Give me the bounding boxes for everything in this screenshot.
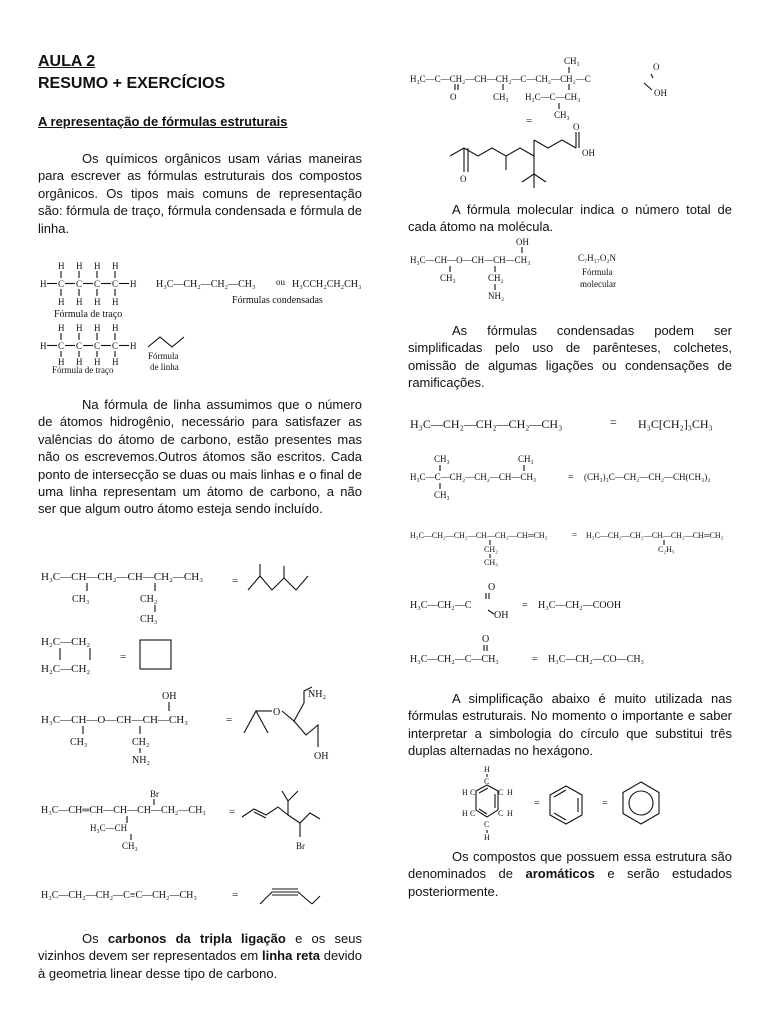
paragraph-line-formula xyxy=(38,396,362,518)
condensed-5-right: H₃C—CH₂—CO—CH₃ xyxy=(548,654,645,665)
svg-text:OH: OH xyxy=(654,88,667,98)
label-formula-traco-2: Fórmula de traço xyxy=(52,365,114,375)
svg-text:H: H xyxy=(130,341,137,351)
molecular-formula: C₇H₁₇O₂N xyxy=(578,253,617,263)
svg-text:H: H xyxy=(40,279,47,289)
svg-text:CH₃: CH₃ xyxy=(70,737,88,748)
svg-text:C: C xyxy=(94,341,101,351)
svg-text:C: C xyxy=(58,279,65,289)
svg-text:H: H xyxy=(507,788,513,797)
svg-text:H₃C—CH: H₃C—CH xyxy=(90,823,128,833)
condensed-example-4 xyxy=(408,580,738,624)
svg-text:O: O xyxy=(573,122,580,132)
svg-text:=: = xyxy=(232,889,239,901)
svg-text:=: = xyxy=(120,651,127,663)
svg-text:C: C xyxy=(76,279,83,289)
label-ou: ou xyxy=(276,277,285,287)
svg-text:=: = xyxy=(610,415,617,429)
condensed-formula-b: H₃CCH₂CH₂CH₃ xyxy=(292,279,362,290)
cyclobutane-square xyxy=(140,640,171,669)
svg-text:CH₃: CH₃ xyxy=(440,273,456,283)
svg-text:C: C xyxy=(498,809,504,818)
svg-text:H: H xyxy=(112,323,119,333)
svg-text:H: H xyxy=(94,323,101,333)
condensed-4-right: H₃C—CH₂—COOH xyxy=(538,600,622,611)
condensed-1-right: H₃C[CH₂]₃CH₃ xyxy=(638,417,713,431)
svg-text:O: O xyxy=(482,634,490,645)
page-subtitle: RESUMO + EXERCÍCIOS xyxy=(38,75,226,92)
svg-text:H₃C—CH₂—C—CH₃: H₃C—CH₂—C—CH₃ xyxy=(410,654,499,665)
svg-text:NH₂: NH₂ xyxy=(488,291,505,301)
svg-text:C: C xyxy=(498,788,504,797)
example-3-formula: H₃C—CH—O—CH—CH—CH₃ xyxy=(41,714,189,726)
svg-text:C: C xyxy=(112,341,119,351)
svg-text:CH₂: CH₂ xyxy=(140,594,158,605)
svg-text:CH₃: CH₃ xyxy=(434,490,450,500)
svg-text:=: = xyxy=(602,798,608,809)
benzene-representations xyxy=(452,764,712,846)
svg-text:H: H xyxy=(76,323,83,333)
example-ether-alcohol xyxy=(38,685,368,767)
svg-text:H: H xyxy=(94,357,101,367)
condensed-3-left: H₃C—CH₂—CH₂—CH—CH₂—CH═CH₂ xyxy=(410,531,548,540)
label-formula-linha-1: Fórmula xyxy=(148,351,179,361)
svg-text:CH₃: CH₃ xyxy=(122,841,138,851)
svg-text:H₃C—CH₂—C: H₃C—CH₂—C xyxy=(410,600,472,611)
svg-text:H: H xyxy=(112,357,119,367)
condensed-example-2 xyxy=(408,452,744,506)
svg-text:C: C xyxy=(112,279,119,289)
condensed-1-left: H₃C—CH₂—CH₂—CH₂—CH₃ xyxy=(410,417,563,431)
svg-text:H: H xyxy=(76,261,83,271)
svg-text:C: C xyxy=(76,341,83,351)
svg-text:C: C xyxy=(470,809,476,818)
svg-text:H₃C—CH—O—CH—CH—CH₃: H₃C—CH—O—CH—CH—CH₃ xyxy=(410,255,531,265)
example-alkyne xyxy=(38,880,368,920)
svg-text:=: = xyxy=(572,530,578,540)
highlight-triple-bond-carbons: carbonos da tripla ligação xyxy=(107,931,286,946)
example-2-bottom: H₂C—CH₂ xyxy=(41,663,91,675)
svg-text:=: = xyxy=(226,714,233,726)
svg-text:=: = xyxy=(568,472,574,483)
paragraph-condensed-simplification xyxy=(408,322,732,392)
svg-text:H: H xyxy=(58,297,65,307)
svg-text:O: O xyxy=(488,582,496,593)
svg-text:C: C xyxy=(484,820,490,829)
label-formulas-condensadas: Fórmulas condensadas xyxy=(232,295,323,306)
svg-text:=: = xyxy=(526,115,533,127)
svg-text:O: O xyxy=(653,62,660,72)
svg-text:OH: OH xyxy=(314,751,329,762)
svg-text:H: H xyxy=(484,765,490,774)
svg-text:NH₂: NH₂ xyxy=(308,689,326,700)
svg-text:OH: OH xyxy=(162,691,177,702)
highlight-aromaticos: aromáticos xyxy=(525,866,595,882)
svg-text:CH₃: CH₃ xyxy=(493,92,509,102)
svg-text:OH: OH xyxy=(516,237,529,247)
example-4-formula: H₃C—CH═CH—CH—CH—CH₂—CH₃ xyxy=(41,805,206,816)
svg-text:H: H xyxy=(507,809,513,818)
svg-text:CH₃: CH₃ xyxy=(554,110,570,120)
molecular-formula-figure xyxy=(408,235,728,305)
svg-text:CH₃: CH₃ xyxy=(564,56,580,66)
svg-text:CH₃: CH₃ xyxy=(518,454,534,464)
svg-text:OH: OH xyxy=(494,610,509,621)
svg-text:C: C xyxy=(94,279,101,289)
representation-types-figure xyxy=(36,255,376,380)
top-molecule-chain: H₃C—C—CH₂—CH—CH₂—C—CH₂—CH₂—C xyxy=(410,74,591,84)
svg-text:C₂H₅: C₂H₅ xyxy=(658,545,675,554)
svg-text:CH₂: CH₂ xyxy=(484,545,498,554)
label-formula-linha-2: de linha xyxy=(150,362,179,372)
paragraph-molecular-formula-text: A fórmula molecular indica o número total de cada átomo na molécula. xyxy=(408,202,732,235)
svg-text:=: = xyxy=(229,806,236,818)
svg-text:=: = xyxy=(532,654,538,665)
svg-text:Br: Br xyxy=(296,841,305,851)
page-title: AULA 2 xyxy=(38,53,96,70)
svg-text:O: O xyxy=(450,92,457,102)
condensed-2-right: (CH₃)₃C—CH₂—CH₂—CH(CH₃)₂ xyxy=(584,472,711,482)
svg-text:CH₂: CH₂ xyxy=(132,737,150,748)
svg-text:H: H xyxy=(58,357,65,367)
svg-text:H: H xyxy=(76,357,83,367)
paragraph-molecular-formula xyxy=(408,201,732,236)
condensed-formula-a: H₃C—CH₂—CH₂—CH₃ xyxy=(156,279,256,290)
benzene-aromatic-circle xyxy=(629,791,653,815)
svg-text:O: O xyxy=(460,174,467,184)
example-1-formula: H₃C—CH—CH₂—CH—CH₂—CH₃ xyxy=(41,571,204,583)
molecular-label-1: Fórmula xyxy=(582,267,613,277)
paragraph-intro xyxy=(38,150,362,237)
svg-text:H: H xyxy=(112,297,119,307)
condensed-example-1 xyxy=(408,412,738,436)
svg-text:H: H xyxy=(40,341,47,351)
svg-text:H: H xyxy=(76,297,83,307)
line-formula-zigzag xyxy=(148,337,184,347)
svg-text:C: C xyxy=(484,777,490,786)
svg-text:Br: Br xyxy=(150,789,159,799)
svg-text:H: H xyxy=(94,297,101,307)
svg-text:H: H xyxy=(94,261,101,271)
example-cyclobutane xyxy=(38,630,218,680)
paragraph-condensed-simplification-text: As fórmulas condensadas podem ser simplificadas pelo uso de parênteses, colchetes, omissão de algumas ligações ou condensações de ramificações. xyxy=(408,323,732,391)
benzene-kekule-hexagon xyxy=(550,786,582,824)
svg-text:C: C xyxy=(58,341,65,351)
top-condensed-molecule xyxy=(408,52,728,192)
paragraph-triple-bond: Os carbonos da tripla ligação e os seus vizinhos devem ser representados em linha reta devido à geometria linear desse tipo de carbono. xyxy=(38,931,363,981)
paragraph-aromatic-simplification xyxy=(408,690,732,760)
svg-text:H: H xyxy=(462,788,468,797)
svg-text:H: H xyxy=(130,279,137,289)
svg-text:OH: OH xyxy=(582,148,595,158)
svg-text:CH₃: CH₃ xyxy=(72,594,90,605)
svg-text:H₃C—C—CH₃: H₃C—C—CH₃ xyxy=(525,92,581,102)
svg-text:H₃C—C—CH₂—CH₂—CH—CH₃: H₃C—C—CH₂—CH₂—CH—CH₃ xyxy=(410,472,537,482)
paragraph-line-formula-text: Na fórmula de linha assumimos que o número de átomos hidrogênio, necessário para satisfazer as valências do átomo de carbono, estão presentes mas não os escrevemos.Outros átomos são escritos. Cada ponto de intersecção se duas ou mais linhas e o final de uma linha representam um átomo de carbono, a não ser que algum outro átomo esteja sendo incluído. xyxy=(38,397,362,517)
svg-text:H: H xyxy=(58,261,65,271)
section-title: A representação de fórmulas estruturais xyxy=(38,114,288,129)
svg-text:H: H xyxy=(462,809,468,818)
paragraph-aromatic-simplification-text: A simplificação abaixo é muito utilizada nas fórmulas estruturais. No momento o importante e saber interpretar a simbologia do círculo que substitui três duplas alternadas no hexágono. xyxy=(408,691,732,759)
svg-text:C: C xyxy=(470,788,476,797)
svg-text:NH₂: NH₂ xyxy=(132,755,150,766)
svg-text:CH₂: CH₂ xyxy=(488,273,504,283)
paragraph-intro-text: Os químicos orgânicos usam várias maneiras para escrever as fórmulas estruturais dos compostos orgânicos. Os tipos mais comuns de representação são: fórmula de traço, fórmula condensada e fórmula de linha. xyxy=(38,151,362,236)
svg-text:=: = xyxy=(522,600,528,611)
svg-text:=: = xyxy=(534,798,540,809)
svg-text:=: = xyxy=(232,575,239,587)
svg-text:CH₃: CH₃ xyxy=(140,614,158,625)
svg-text:CH₃: CH₃ xyxy=(434,454,450,464)
svg-text:H: H xyxy=(112,261,119,271)
svg-text:O: O xyxy=(273,707,281,718)
label-formula-traco: Fórmula de traço xyxy=(54,309,123,320)
svg-text:CH₃: CH₃ xyxy=(484,558,498,567)
svg-text:H: H xyxy=(58,323,65,333)
svg-text:H: H xyxy=(484,833,490,842)
condensed-example-3 xyxy=(408,526,748,566)
paragraph-aromatic-compounds: Os compostos que possuem essa estrutura são denominados de aromáticos e serão estudados posteriormente. xyxy=(408,849,732,899)
molecular-label-2: molecular xyxy=(580,279,616,289)
example-5-formula: H₃C—CH₂—CH₂—C≡C—CH₂—CH₃ xyxy=(41,890,197,901)
example-branched-alkane xyxy=(38,560,368,630)
benzene-circle-hexagon xyxy=(623,782,659,824)
condensed-3-right: H₃C—CH₂—CH₂—CH—CH₂—CH═CH₂ xyxy=(586,531,724,540)
condensed-example-5 xyxy=(408,632,738,668)
example-2-top: H₂C—CH₂ xyxy=(41,636,91,648)
highlight-straight-line: linha reta xyxy=(262,948,320,964)
example-bromo-alkene xyxy=(38,787,368,867)
